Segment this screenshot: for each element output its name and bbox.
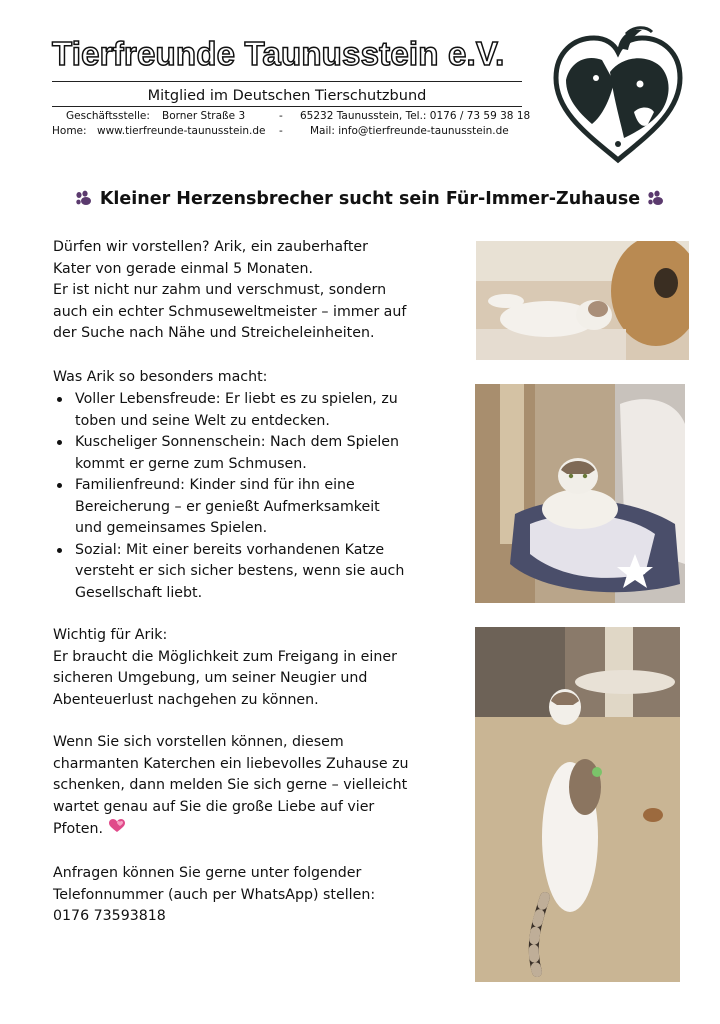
- intro-line: der Suche nach Nähe und Streicheleinheiten.: [53, 325, 375, 341]
- important-line: Er braucht die Möglichkeit zum Freigang in einer: [53, 648, 397, 665]
- special-heading: Was Arik so besonders macht:: [53, 369, 268, 385]
- important-heading: Wichtig für Arik:: [53, 627, 168, 643]
- important-paragraph: [53, 625, 397, 711]
- intro-paragraph: [53, 237, 406, 345]
- separator: -: [279, 125, 283, 137]
- office-street: Borner Straße 3: [162, 110, 246, 122]
- photo-cat-lying: [476, 241, 689, 360]
- contact-paragraph: Anfragen können Sie gerne unter folgender Telefonnummer (auch per WhatsApp) stellen: 0176 73593818: [53, 863, 375, 928]
- paw-icon: [74, 190, 94, 206]
- intro-line: Dürfen wir vorstellen? Arik, ein zauberhafter: [53, 239, 368, 255]
- photo-cat-on-blanket: [475, 384, 685, 603]
- header-rule-bottom: [52, 106, 522, 107]
- photo-cat-sitting: [475, 627, 680, 982]
- membership-line: Mitglied im Deutschen Tierschutzbund: [147, 88, 427, 104]
- office-label: Geschäftsstelle:: [66, 110, 150, 122]
- headline-text: Kleiner Herzensbrecher sucht sein Für-Immer-Zuhause: [99, 189, 641, 209]
- heart-animals-logo-icon: [548, 20, 688, 170]
- home-label: Home:: [52, 125, 87, 137]
- paw-icon: [646, 190, 666, 206]
- hearts-icon: [108, 818, 126, 834]
- list-item: Kuscheliger Sonnenschein: Nach dem Spielen kommt er gerne zum Schmusen.: [53, 432, 404, 475]
- header-rule-top: [52, 81, 522, 82]
- list-item: Sozial: Mit einer bereits vorhandenen Katze versteht er sich sicher bestens, wenn sie auch Gesellschaft liebt.: [53, 540, 404, 605]
- office-city-phone: 65232 Taunusstein, Tel.: 0176 / 73 59 38 18: [300, 110, 531, 122]
- important-line: sicheren Umgebung, um seiner Neugier und: [53, 670, 368, 686]
- org-title: Tierfreunde Taunusstein e.V.: [52, 35, 505, 72]
- features-list: [53, 389, 404, 604]
- important-line: Abenteuerlust nachgehen zu können.: [53, 691, 319, 708]
- intro-line: auch ein echter Schmuseweltmeister – immer auf: [53, 303, 407, 320]
- mail-link[interactable]: Mail: info@tierfreunde-taunusstein.de: [310, 125, 509, 137]
- website-link[interactable]: www.tierfreunde-taunusstein.de: [97, 125, 266, 137]
- list-item: Voller Lebensfreude: Er liebt es zu spielen, zu toben und seine Welt zu entdecken.: [53, 389, 404, 432]
- intro-line: Er ist nicht nur zahm und verschmust, sondern: [53, 282, 387, 298]
- headline: [50, 186, 690, 212]
- separator: -: [279, 110, 283, 122]
- list-item: Familienfreund: Kinder sind für ihn eine Bereicherung – er genießt Aufmerksamkeit und gemeinsames Spielen.: [53, 475, 404, 540]
- phone-number[interactable]: 0176 73593818: [53, 908, 166, 924]
- intro-line: Kater von gerade einmal 5 Monaten.: [53, 260, 314, 277]
- closing-paragraph: Wenn Sie sich vorstellen können, diesem charmanten Katerchen ein liebevolles Zuhause zu schenken, dann melden Sie sich gerne – vielleicht wartet genau auf Sie die große Liebe auf vier Pfoten.: [53, 734, 409, 837]
